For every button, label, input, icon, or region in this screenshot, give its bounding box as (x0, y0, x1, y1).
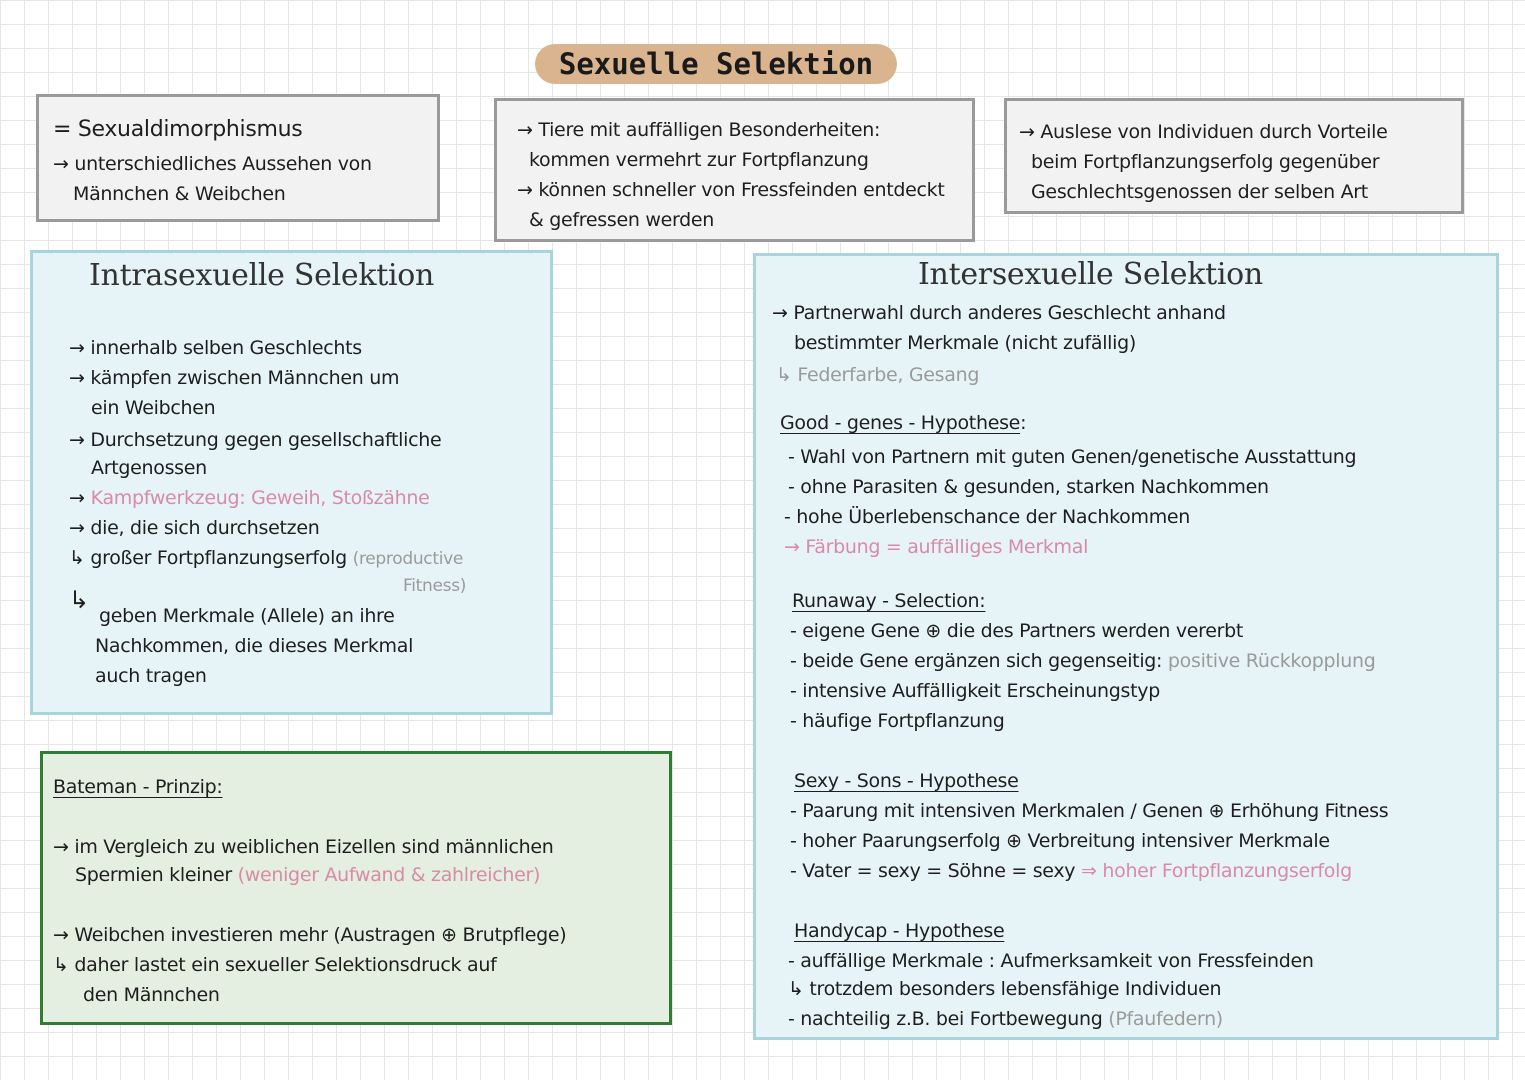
good-genes-line: - hohe Überlebenschance der Nachkommen (784, 506, 1191, 528)
sexy-sons-line (790, 856, 1352, 886)
intra-line (69, 543, 463, 574)
handicap-heading: Handycap - Hypothese (794, 920, 1005, 942)
runaway-text: - beide Gene ergänzen sich gegenseitig: (790, 650, 1163, 672)
conspicuous-traits-box (494, 98, 975, 242)
definition-line: → Auslese von Individuen durch Vorteile (1019, 121, 1388, 143)
sexy-sons-text: - Vater = sexy = Söhne = sexy (790, 860, 1076, 882)
good-genes-line: - ohne Parasiten & gesunden, starken Nachkommen (788, 476, 1269, 498)
good-genes-heading (780, 408, 1026, 438)
success-note: ⇒ hoher Fortpflanzungserfolg (1081, 860, 1352, 882)
definition-line: Geschlechtsgenossen der selben Art (1031, 181, 1368, 203)
bateman-line (75, 860, 540, 890)
bateman-line: ↳ daher lastet ein sexueller Selektionsdruck auf (53, 954, 497, 976)
intra-line (69, 483, 430, 513)
traits-line: & gefressen werden (529, 209, 715, 231)
intra-line: auch tragen (95, 665, 207, 687)
bateman-text: Spermien kleiner (75, 864, 232, 886)
intra-line: geben Merkmale (Allele) an ihre (99, 605, 395, 627)
sexy-sons-line: - Paarung mit intensiven Merkmalen / Genen ⊕ Erhöhung Fitness (790, 800, 1389, 822)
intrasexual-heading: Intrasexuelle Selektion (89, 258, 435, 293)
handicap-line (788, 1004, 1223, 1034)
reproductive-note: (reproductive (352, 549, 464, 569)
intra-text: ↳ großer Fortpflanzungserfolg (69, 547, 347, 569)
inter-line: bestimmter Merkmale (nicht zufällig) (794, 332, 1137, 354)
bateman-line: → im Vergleich zu weiblichen Eizellen sind männlichen (53, 836, 554, 858)
handicap-line: ↳ trotzdem besonders lebensfähige Individuen (788, 978, 1222, 1000)
intra-line: Artgenossen (91, 457, 207, 479)
sexy-sons-line: - hoher Paarungserfolg ⊕ Verbreitung intensiver Merkmale (790, 830, 1330, 852)
bateman-principle-box (40, 751, 672, 1025)
runaway-line (790, 646, 1376, 676)
feedback-note: positive Rückkopplung (1167, 650, 1376, 672)
peacock-note: (Pfaufedern) (1108, 1008, 1223, 1030)
weapon-note: Kampfwerkzeug: Geweih, Stoßzähne (90, 487, 430, 509)
traits-line: kommen vermehrt zur Fortpflanzung (529, 149, 869, 171)
bateman-note: (weniger Aufwand & zahlreicher) (237, 864, 541, 886)
good-genes-line: - Wahl von Partnern mit guten Genen/genetische Ausstattung (788, 446, 1357, 468)
handicap-text: - nachteilig z.B. bei Fortbewegung (788, 1008, 1103, 1030)
intersexual-selection-box (753, 253, 1499, 1040)
dimorphism-line: Männchen & Weibchen (73, 183, 286, 205)
intra-line: Nachkommen, die dieses Merkmal (95, 635, 414, 657)
good-genes-title: Good - genes - Hypothese (780, 412, 1021, 434)
arrow-icon: → (69, 487, 85, 509)
example-note: ↳ Federfarbe, Gesang (776, 364, 980, 386)
coloration-note: → Färbung = auffälliges Merkmal (784, 536, 1089, 558)
runaway-line: - eigene Gene ⊕ die des Partners werden vererbt (790, 620, 1244, 642)
handicap-line: - auffällige Merkmale : Aufmerksamkeit von Fressfeinden (788, 950, 1314, 972)
definition-line: beim Fortpflanzungserfolg gegenüber (1031, 151, 1380, 173)
dimorphism-line: → unterschiedliches Aussehen von (53, 153, 372, 175)
intra-line: → Durchsetzung gegen gesellschaftliche (69, 429, 442, 451)
dimorphism-title: = Sexualdimorphismus (53, 117, 303, 142)
dimorphism-box (36, 94, 440, 222)
inter-line: → Partnerwahl durch anderes Geschlecht anhand (772, 302, 1226, 324)
intra-line: → kämpfen zwischen Männchen um (69, 367, 400, 389)
page-title: Sexuelle Selektion (535, 44, 897, 84)
intersexual-heading: Intersexuelle Selektion (918, 257, 1263, 292)
intrasexual-selection-box (30, 250, 553, 715)
definition-box (1004, 98, 1464, 214)
heading-colon: : (1020, 412, 1027, 434)
runaway-heading: Runaway - Selection: (792, 590, 986, 612)
fitness-note: Fitness) (403, 576, 467, 596)
sexy-sons-heading: Sexy - Sons - Hypothese (794, 770, 1019, 792)
return-arrow-icon: ↳ (69, 586, 89, 614)
runaway-line: - intensive Auffälligkeit Erscheinungstyp (790, 680, 1161, 702)
bateman-line: den Männchen (83, 984, 220, 1006)
traits-line: → Tiere mit auffälligen Besonderheiten: (517, 119, 881, 141)
intra-line: → die, die sich durchsetzen (69, 517, 320, 539)
bateman-heading: Bateman - Prinzip: (53, 776, 223, 798)
traits-line: → können schneller von Fressfeinden entdeckt (517, 179, 945, 201)
intra-line: ein Weibchen (91, 397, 216, 419)
intra-line: → innerhalb selben Geschlechts (69, 337, 362, 359)
runaway-line: - häufige Fortpflanzung (790, 710, 1005, 732)
bateman-line: → Weibchen investieren mehr (Austragen ⊕ Brutpflege) (53, 924, 567, 946)
